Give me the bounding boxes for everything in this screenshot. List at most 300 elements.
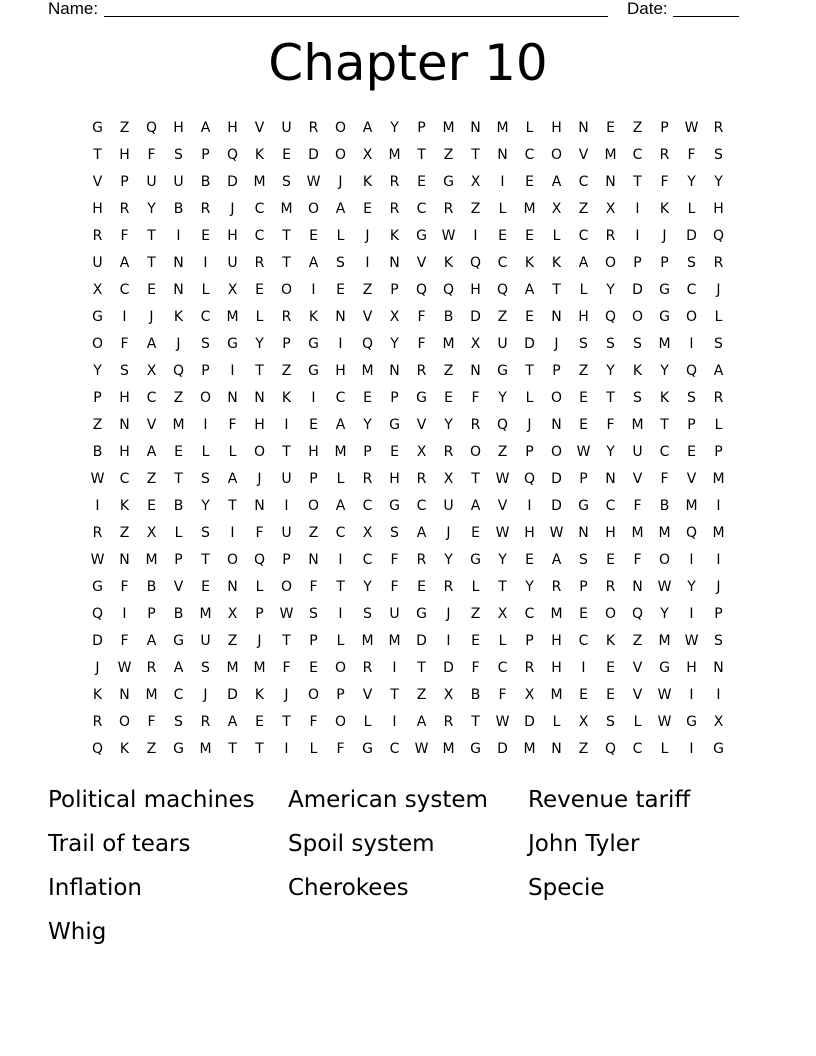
grid-letter[interactable]: P [687,416,696,433]
grid-letter[interactable]: K [605,632,616,649]
grid-letter[interactable]: U [281,119,292,136]
grid-letter[interactable]: X [146,362,157,379]
grid-letter[interactable]: E [525,173,534,190]
grid-letter[interactable]: I [284,497,289,514]
grid-letter[interactable]: V [578,146,589,163]
grid-letter[interactable]: O [550,146,563,163]
grid-letter[interactable]: Q [685,524,698,541]
grid-letter[interactable]: Z [92,416,103,433]
grid-letter[interactable]: P [147,605,156,622]
grid-letter[interactable]: N [578,524,589,541]
grid-letter[interactable]: B [173,497,184,514]
grid-letter[interactable]: N [227,389,238,406]
grid-letter[interactable]: Y [660,362,669,379]
grid-letter[interactable]: K [281,389,292,406]
grid-letter[interactable]: F [147,713,156,730]
grid-letter[interactable]: L [336,227,345,244]
grid-letter[interactable]: R [605,227,616,244]
grid-letter[interactable]: S [714,632,723,649]
grid-letter[interactable]: B [470,686,481,703]
grid-letter[interactable]: G [659,659,670,676]
grid-letter[interactable]: P [525,632,534,649]
grid-letter[interactable]: I [338,551,343,568]
grid-letter[interactable]: U [281,470,292,487]
grid-letter[interactable]: C [416,200,427,217]
grid-letter[interactable]: X [92,281,103,298]
grid-letter[interactable]: I [338,335,343,352]
grid-letter[interactable]: H [119,443,130,460]
grid-letter[interactable]: M [658,524,671,541]
grid-letter[interactable]: K [551,254,562,271]
grid-letter[interactable]: H [119,389,130,406]
grid-letter[interactable]: T [228,740,237,757]
grid-letter[interactable]: P [93,389,102,406]
grid-letter[interactable]: Y [390,335,399,352]
grid-letter[interactable]: W [576,443,591,460]
grid-letter[interactable]: Q [253,551,266,568]
grid-letter[interactable]: O [631,308,644,325]
grid-letter[interactable]: M [442,740,455,757]
grid-letter[interactable]: G [713,740,724,757]
grid-letter[interactable]: Z [443,146,454,163]
grid-letter[interactable]: X [416,443,427,460]
grid-letter[interactable]: L [687,200,696,217]
grid-letter[interactable]: R [146,659,157,676]
grid-letter[interactable]: K [254,146,265,163]
grid-letter[interactable]: J [446,524,451,541]
grid-letter[interactable]: T [660,416,669,433]
grid-letter[interactable]: M [145,686,158,703]
grid-letter[interactable]: Y [363,416,372,433]
grid-letter[interactable]: T [282,632,291,649]
grid-letter[interactable]: P [714,443,723,460]
grid-letter[interactable]: R [470,416,481,433]
grid-letter[interactable]: M [145,551,158,568]
grid-letter[interactable]: S [687,254,696,271]
grid-letter[interactable]: C [578,632,589,649]
grid-letter[interactable]: L [525,389,534,406]
grid-letter[interactable]: N [632,578,643,595]
grid-letter[interactable]: J [95,659,100,676]
grid-letter[interactable]: W [279,605,294,622]
grid-letter[interactable]: I [689,605,694,622]
grid-letter[interactable]: I [635,227,640,244]
grid-letter[interactable]: L [255,308,264,325]
grid-letter[interactable]: G [416,389,427,406]
grid-letter[interactable]: C [254,227,265,244]
grid-letter[interactable]: G [227,335,238,352]
grid-letter[interactable]: A [416,524,427,541]
grid-letter[interactable]: M [496,119,509,136]
grid-letter[interactable]: M [712,524,725,541]
grid-letter[interactable]: P [201,362,210,379]
grid-letter[interactable]: F [633,497,642,514]
grid-letter[interactable]: R [551,578,562,595]
grid-letter[interactable]: J [446,605,451,622]
grid-letter[interactable]: V [146,416,157,433]
grid-letter[interactable]: H [551,632,562,649]
grid-letter[interactable]: C [335,389,346,406]
grid-letter[interactable]: T [633,173,642,190]
grid-letter[interactable]: I [338,605,343,622]
grid-letter[interactable]: Z [578,740,589,757]
grid-letter[interactable]: D [92,632,103,649]
grid-letter[interactable]: P [201,146,210,163]
grid-letter[interactable]: A [146,443,157,460]
grid-letter[interactable]: E [606,551,615,568]
grid-letter[interactable]: I [230,524,235,541]
grid-letter[interactable]: M [253,659,266,676]
grid-letter[interactable]: N [605,173,616,190]
grid-letter[interactable]: D [227,686,238,703]
grid-letter[interactable]: Z [119,119,130,136]
grid-letter[interactable]: E [363,389,372,406]
grid-letter[interactable]: K [254,686,265,703]
grid-letter[interactable]: E [579,686,588,703]
grid-letter[interactable]: W [684,632,699,649]
grid-letter[interactable]: J [716,578,721,595]
grid-letter[interactable]: P [660,119,669,136]
grid-letter[interactable]: Z [632,632,643,649]
grid-letter[interactable]: M [226,308,239,325]
grid-letter[interactable]: H [686,659,697,676]
grid-letter[interactable]: A [200,119,211,136]
grid-letter[interactable]: C [200,308,211,325]
grid-letter[interactable]: H [173,119,184,136]
grid-letter[interactable]: Q [469,254,482,271]
grid-letter[interactable]: D [308,146,319,163]
grid-letter[interactable]: X [551,200,562,217]
grid-letter[interactable]: K [173,308,184,325]
grid-letter[interactable]: T [606,389,615,406]
grid-letter[interactable]: E [525,308,534,325]
grid-letter[interactable]: I [581,659,586,676]
grid-letter[interactable]: Z [362,281,373,298]
grid-letter[interactable]: E [606,659,615,676]
grid-letter[interactable]: H [119,146,130,163]
grid-letter[interactable]: M [631,524,644,541]
grid-letter[interactable]: V [173,578,184,595]
grid-letter[interactable]: D [524,713,535,730]
grid-letter[interactable]: L [714,308,723,325]
grid-letter[interactable]: M [550,686,563,703]
grid-letter[interactable]: A [146,632,157,649]
grid-letter[interactable]: K [389,227,400,244]
grid-letter[interactable]: F [687,146,696,163]
grid-letter[interactable]: F [309,713,318,730]
grid-letter[interactable]: W [495,713,510,730]
grid-letter[interactable]: E [471,632,480,649]
grid-letter[interactable]: J [662,227,667,244]
grid-letter[interactable]: M [388,632,401,649]
grid-letter[interactable]: O [658,551,671,568]
grid-letter[interactable]: M [712,470,725,487]
grid-letter[interactable]: Y [498,551,507,568]
grid-letter[interactable]: F [390,578,399,595]
grid-letter[interactable]: L [471,578,480,595]
grid-letter[interactable]: F [336,740,345,757]
grid-letter[interactable]: E [579,389,588,406]
grid-letter[interactable]: O [550,443,563,460]
grid-letter[interactable]: A [578,254,589,271]
grid-letter[interactable]: S [390,524,399,541]
grid-letter[interactable]: E [282,146,291,163]
grid-letter[interactable]: X [146,524,157,541]
grid-letter[interactable]: O [469,443,482,460]
grid-letter[interactable]: I [392,713,397,730]
grid-letter[interactable]: X [497,605,508,622]
grid-letter[interactable]: T [336,578,345,595]
grid-letter[interactable]: R [605,578,616,595]
grid-letter[interactable]: V [362,686,373,703]
grid-letter[interactable]: R [92,524,103,541]
grid-letter[interactable]: S [714,335,723,352]
grid-letter[interactable]: Y [606,443,615,460]
grid-letter[interactable]: I [122,308,127,325]
grid-letter[interactable]: G [308,335,319,352]
grid-letter[interactable]: K [443,254,454,271]
grid-letter[interactable]: F [660,173,669,190]
grid-letter[interactable]: T [147,227,156,244]
grid-letter[interactable]: C [362,497,373,514]
grid-letter[interactable]: P [336,686,345,703]
grid-letter[interactable]: Q [145,119,158,136]
grid-letter[interactable]: F [120,227,129,244]
grid-letter[interactable]: L [363,713,372,730]
grid-letter[interactable]: H [254,416,265,433]
grid-letter[interactable]: G [173,740,184,757]
grid-letter[interactable]: Y [606,362,615,379]
grid-letter[interactable]: E [147,281,156,298]
grid-letter[interactable]: O [307,497,320,514]
grid-letter[interactable]: F [120,632,129,649]
grid-letter[interactable]: A [551,551,562,568]
grid-letter[interactable]: R [443,443,454,460]
grid-letter[interactable]: I [311,389,316,406]
grid-letter[interactable]: E [417,173,426,190]
grid-letter[interactable]: N [551,416,562,433]
grid-letter[interactable]: Q [604,308,617,325]
grid-letter[interactable]: S [579,335,588,352]
grid-letter[interactable]: I [311,281,316,298]
grid-letter[interactable]: K [92,686,103,703]
grid-letter[interactable]: P [390,281,399,298]
grid-letter[interactable]: R [713,389,724,406]
grid-letter[interactable]: X [227,605,238,622]
grid-letter[interactable]: F [255,524,264,541]
grid-letter[interactable]: Y [606,281,615,298]
grid-letter[interactable]: I [689,335,694,352]
grid-letter[interactable]: Y [525,578,534,595]
grid-letter[interactable]: R [713,119,724,136]
grid-letter[interactable]: X [362,146,373,163]
grid-letter[interactable]: L [552,227,561,244]
grid-letter[interactable]: S [120,362,129,379]
grid-letter[interactable]: P [390,389,399,406]
grid-letter[interactable]: D [227,173,238,190]
grid-letter[interactable]: G [92,578,103,595]
grid-letter[interactable]: S [309,605,318,622]
grid-letter[interactable]: K [119,740,130,757]
grid-letter[interactable]: P [309,632,318,649]
grid-letter[interactable]: J [149,308,154,325]
grid-letter[interactable]: O [253,443,266,460]
grid-letter[interactable]: Z [470,605,481,622]
grid-letter[interactable]: I [689,551,694,568]
grid-letter[interactable]: Y [201,497,210,514]
grid-letter[interactable]: I [689,686,694,703]
grid-letter[interactable]: S [714,146,723,163]
grid-letter[interactable]: I [284,416,289,433]
grid-letter[interactable]: Z [146,740,157,757]
grid-letter[interactable]: G [470,551,481,568]
grid-letter[interactable]: R [254,254,265,271]
grid-letter[interactable]: T [147,254,156,271]
grid-letter[interactable]: C [524,605,535,622]
grid-letter[interactable]: E [525,551,534,568]
grid-letter[interactable]: T [525,362,534,379]
grid-letter[interactable]: C [416,497,427,514]
grid-letter[interactable]: L [201,443,210,460]
grid-letter[interactable]: U [497,335,508,352]
grid-letter[interactable]: G [659,281,670,298]
grid-letter[interactable]: I [689,740,694,757]
grid-letter[interactable]: X [578,713,589,730]
grid-letter[interactable]: O [334,119,347,136]
grid-letter[interactable]: T [282,443,291,460]
grid-letter[interactable]: F [660,470,669,487]
grid-letter[interactable]: S [174,146,183,163]
grid-letter[interactable]: C [686,281,697,298]
grid-letter[interactable]: F [633,551,642,568]
grid-letter[interactable]: A [335,416,346,433]
grid-letter[interactable]: I [716,497,721,514]
grid-letter[interactable]: G [416,227,427,244]
grid-letter[interactable]: T [282,713,291,730]
grid-letter[interactable]: E [363,200,372,217]
grid-letter[interactable]: S [579,551,588,568]
grid-letter[interactable]: D [551,497,562,514]
grid-letter[interactable]: D [497,740,508,757]
grid-letter[interactable]: L [552,713,561,730]
grid-letter[interactable]: L [201,281,210,298]
grid-letter[interactable]: E [417,578,426,595]
grid-letter[interactable]: F [390,551,399,568]
grid-letter[interactable]: O [334,713,347,730]
grid-letter[interactable]: E [255,713,264,730]
grid-letter[interactable]: U [632,443,643,460]
grid-letter[interactable]: F [471,389,480,406]
grid-letter[interactable]: H [308,443,319,460]
grid-letter[interactable]: E [201,578,210,595]
grid-letter[interactable]: I [95,497,100,514]
grid-letter[interactable]: T [228,497,237,514]
grid-letter[interactable]: B [443,308,454,325]
grid-letter[interactable]: S [201,470,210,487]
grid-letter[interactable]: Z [578,362,589,379]
grid-letter[interactable]: E [309,659,318,676]
grid-letter[interactable]: I [230,362,235,379]
grid-letter[interactable]: O [604,254,617,271]
grid-letter[interactable]: P [633,254,642,271]
grid-letter[interactable]: S [633,389,642,406]
grid-letter[interactable]: Y [444,416,453,433]
grid-letter[interactable]: E [201,227,210,244]
grid-letter[interactable]: V [497,497,508,514]
grid-letter[interactable]: G [308,362,319,379]
grid-letter[interactable]: B [659,497,670,514]
grid-letter[interactable]: P [255,605,264,622]
grid-letter[interactable]: V [416,416,427,433]
grid-letter[interactable]: U [200,632,211,649]
grid-letter[interactable]: M [361,632,374,649]
grid-letter[interactable]: Z [281,362,292,379]
grid-letter[interactable]: M [685,497,698,514]
grid-letter[interactable]: Z [470,200,481,217]
grid-letter[interactable]: D [416,632,427,649]
grid-letter[interactable]: H [524,524,535,541]
grid-letter[interactable]: I [500,173,505,190]
grid-letter[interactable]: K [659,200,670,217]
grid-letter[interactable]: P [282,551,291,568]
grid-letter[interactable]: S [174,713,183,730]
grid-letter[interactable]: S [282,173,291,190]
grid-letter[interactable]: M [523,200,536,217]
grid-letter[interactable]: R [389,173,400,190]
grid-letter[interactable]: E [606,686,615,703]
grid-letter[interactable]: M [658,632,671,649]
grid-letter[interactable]: D [551,470,562,487]
grid-letter[interactable]: L [498,632,507,649]
grid-letter[interactable]: E [471,524,480,541]
grid-letter[interactable]: C [497,254,508,271]
grid-letter[interactable]: G [92,119,103,136]
grid-letter[interactable]: M [226,659,239,676]
grid-letter[interactable]: T [93,146,102,163]
grid-letter[interactable]: N [470,119,481,136]
grid-letter[interactable]: H [551,119,562,136]
grid-letter[interactable]: Y [687,578,696,595]
grid-letter[interactable]: F [606,416,615,433]
grid-letter[interactable]: N [605,470,616,487]
grid-letter[interactable]: A [227,470,238,487]
grid-letter[interactable]: T [255,740,264,757]
grid-letter[interactable]: E [390,443,399,460]
grid-letter[interactable]: R [308,119,319,136]
grid-letter[interactable]: E [309,416,318,433]
grid-letter[interactable]: R [362,659,373,676]
grid-letter[interactable]: M [442,119,455,136]
grid-letter[interactable]: R [416,551,427,568]
grid-letter[interactable]: I [176,227,181,244]
grid-letter[interactable]: K [362,173,373,190]
grid-letter[interactable]: G [173,632,184,649]
grid-letter[interactable]: M [172,416,185,433]
grid-letter[interactable]: L [498,200,507,217]
grid-letter[interactable]: J [284,686,289,703]
grid-letter[interactable]: I [716,551,721,568]
grid-letter[interactable]: C [389,740,400,757]
grid-letter[interactable]: A [146,335,157,352]
grid-letter[interactable]: E [309,227,318,244]
grid-letter[interactable]: T [282,227,291,244]
grid-letter[interactable]: Q [361,335,374,352]
grid-letter[interactable]: O [550,389,563,406]
grid-letter[interactable]: B [173,200,184,217]
grid-letter[interactable]: G [389,497,400,514]
grid-letter[interactable]: A [335,200,346,217]
grid-letter[interactable]: Z [119,524,130,541]
